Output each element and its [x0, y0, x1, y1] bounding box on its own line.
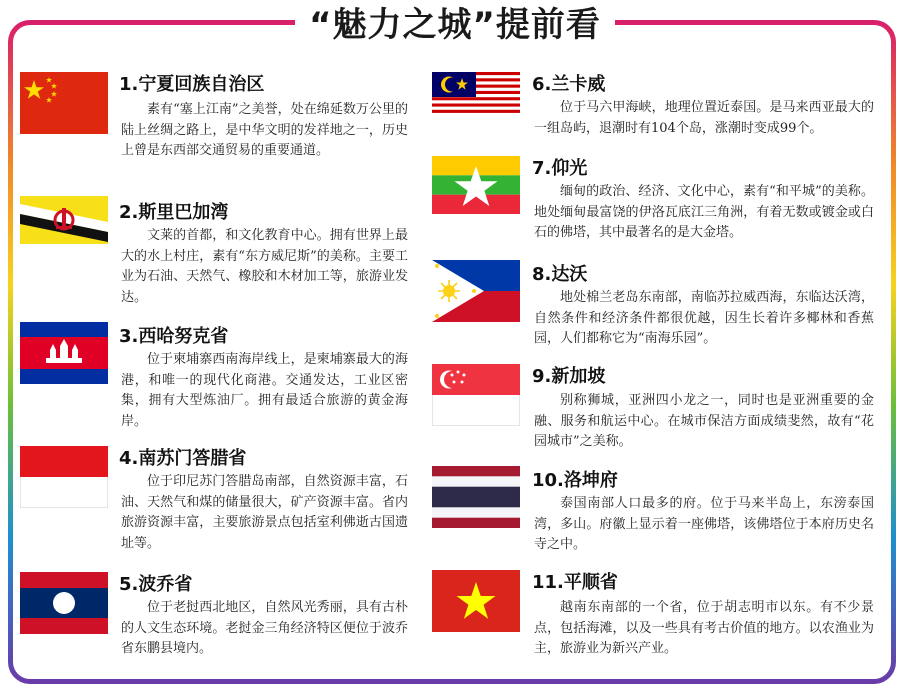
header	[0, 0, 910, 50]
city-description: 素有“塞上江南”之美誉，处在绵延数万公里的陆上丝绸之路上，是中华文明的发祥地之一，历史上曾是东西部交通贸易的重要通道。	[121, 102, 408, 158]
city-description: 泰国南部人口最多的府。位于马来半岛上，东滂泰国湾，多山。府徽上显示着一座佛塔，该佛塔位于本府历史名寺之中。	[534, 496, 874, 552]
city-heading: 4.南苏门答腊省	[119, 448, 247, 469]
city-heading: 10.洛坤府	[532, 470, 618, 491]
city-description: 位于柬埔寨西南海岸线上，是柬埔寨最大的海港，和唯一的现代化商港。交通发达，工业区密集，拥有大型炼油厂。拥有最适合旅游的黄金海岸。	[121, 352, 408, 429]
thailand-flag	[432, 466, 520, 528]
singapore-flag	[432, 364, 520, 426]
city-description: 文莱的首都，和文化教育中心。拥有世界上最大的水上村庄，素有“东方威尼斯”的美称。主要工业为石油、天然气、橡胶和木材加工等，旅游业发达。	[121, 228, 408, 305]
city-heading: 7.仰光	[532, 158, 588, 179]
city-heading: 5.波乔省	[119, 574, 193, 595]
vietnam-flag	[432, 570, 520, 632]
city-description: 别称狮城，亚洲四小龙之一，同时也是亚洲重要的金融、服务和航运中心。在城市保洁方面成绩斐然，故有“花园城市”之美称。	[534, 393, 874, 449]
city-heading: 8.达沃	[532, 264, 588, 285]
china-flag	[20, 72, 108, 134]
city-heading: 6.兰卡威	[532, 74, 606, 95]
myanmar-flag	[432, 156, 520, 218]
city-heading: 11.平顺省	[532, 572, 618, 593]
city-heading: 1.宁夏回族自治区	[119, 74, 265, 95]
city-description: 位于印尼苏门答腊岛南部，自然资源丰富，石油、天然气和煤的储量很大，矿产资源丰富。省内旅游资源丰富，主要旅游景点包括室利佛逝古国遗址等。	[121, 474, 408, 551]
cambodia-flag	[20, 322, 108, 384]
city-description: 位于老挝西北地区，自然风光秀丽，具有古朴的人文生态环境。老挝金三角经济特区便位于波乔省东鹏县境内。	[121, 600, 408, 656]
page-title: “魅力之城”提前看	[295, 0, 615, 50]
brunei-flag	[20, 196, 108, 244]
indonesia-flag	[20, 446, 108, 508]
city-description: 地处棉兰老岛东南部，南临苏拉威西海，东临达沃湾，自然条件和经济条件都很优越，因生长着许多椰林和香蕉园，人们都称它为“南海乐园”。	[534, 290, 874, 346]
city-description: 缅甸的政治、经济、文化中心，素有“和平城”的美称。地处缅甸最富饶的伊洛瓦底江三角洲，有着无数或镀金或白石的佛塔，其中最著名的是大金塔。	[534, 184, 874, 240]
city-description: 位于马六甲海峡，地理位置近泰国。是马来西亚最大的一组岛屿，退潮时有104个岛，涨潮时变成99个。	[534, 100, 874, 136]
philippines-flag	[432, 260, 520, 322]
city-heading: 2.斯里巴加湾	[119, 202, 229, 223]
city-description: 越南东南部的一个省，位于胡志明市以东。有不少景点，包括海滩，以及一些具有考古价值的地方。以农渔业为主，旅游业为新兴产业。	[534, 600, 874, 656]
city-heading: 9.新加坡	[532, 366, 606, 387]
malaysia-flag	[432, 72, 520, 116]
city-heading: 3.西哈努克省	[119, 326, 229, 347]
laos-flag	[20, 572, 108, 634]
